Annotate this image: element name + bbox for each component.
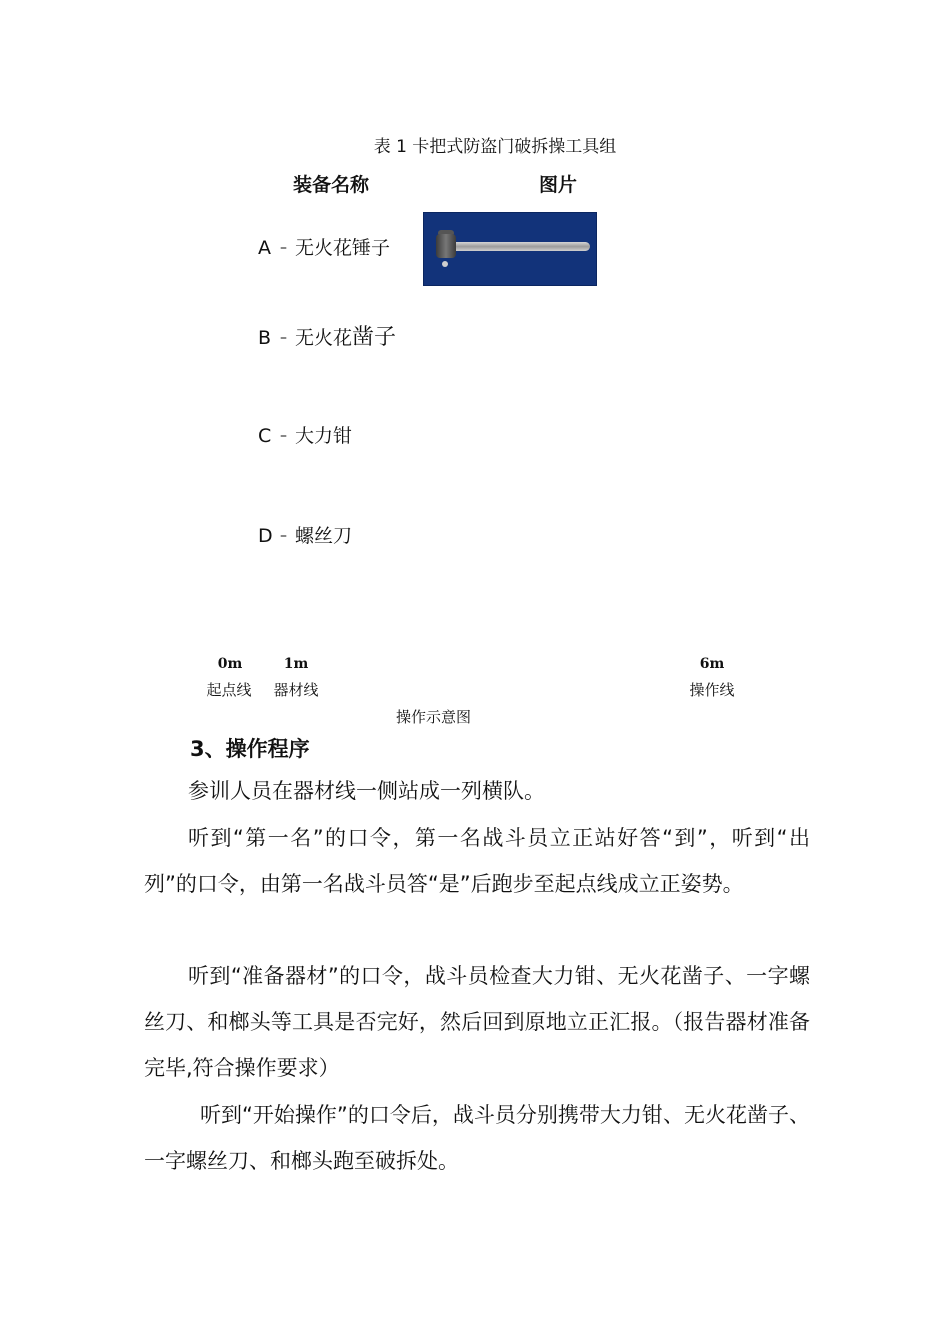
equipment-line-label: 器材线	[273, 681, 319, 699]
hammer-reflection	[442, 261, 448, 267]
equipment-name: 无火花	[295, 327, 353, 349]
row-letter: A	[258, 237, 271, 259]
hammer-head	[436, 234, 456, 258]
distance-label-0m: 0m	[217, 656, 243, 672]
hammer-photo	[423, 212, 597, 286]
row-dash: –	[280, 330, 287, 346]
start-line-label: 起点线	[206, 681, 252, 699]
equipment-row-a	[258, 233, 390, 260]
operation-line-label: 操作线	[689, 681, 735, 699]
row-letter: B	[258, 327, 272, 349]
paragraph-2: 听到“第一名”的口令，第一名战斗员立正站好答“到”，听到“出列”的口令，由第一名战斗员答“是”后跑步至起点线成立正姿势。	[144, 826, 810, 896]
hammer-handle	[446, 242, 590, 251]
diagram-caption: 操作示意图	[396, 708, 472, 726]
row-letter: C	[258, 425, 272, 447]
column-header-name: 装备名称	[293, 174, 370, 196]
equipment-name: 大力钳	[295, 425, 353, 447]
row-letter: D	[258, 525, 273, 547]
equipment-name: 螺丝刀	[295, 525, 353, 547]
table-caption: 表 1 卡把式防盗门破拆操工具组	[373, 137, 617, 157]
distance-label-6m: 6m	[699, 656, 725, 672]
paragraph-4: 听到“开始操作”的口令后，战斗员分别携带大力钳、无火花凿子、一字螺丝刀、和榔头跑至破拆处。	[144, 1103, 810, 1173]
row-dash: –	[280, 528, 287, 544]
paragraph-3: 听到“准备器材”的口令，战斗员检查大力钳、无火花凿子、一字螺丝刀、和榔头等工具是否完好，然后回到原地立正汇报。（报告器材准备完毕,符合操作要求）	[144, 964, 810, 1080]
paragraph-1: 参训人员在器材线一侧站成一列横队。	[188, 779, 545, 803]
equipment-row-b	[258, 320, 396, 351]
row-dash: –	[280, 240, 287, 256]
column-header-image: 图片	[539, 174, 578, 196]
equipment-name-tail: 凿子	[352, 325, 397, 350]
equipment-row-d	[258, 521, 352, 548]
section-heading: 3、操作程序	[190, 737, 310, 761]
equipment-row-c	[258, 421, 352, 448]
distance-label-1m: 1m	[283, 656, 309, 672]
row-dash: –	[280, 428, 287, 444]
equipment-name: 无火花锤子	[295, 237, 391, 259]
